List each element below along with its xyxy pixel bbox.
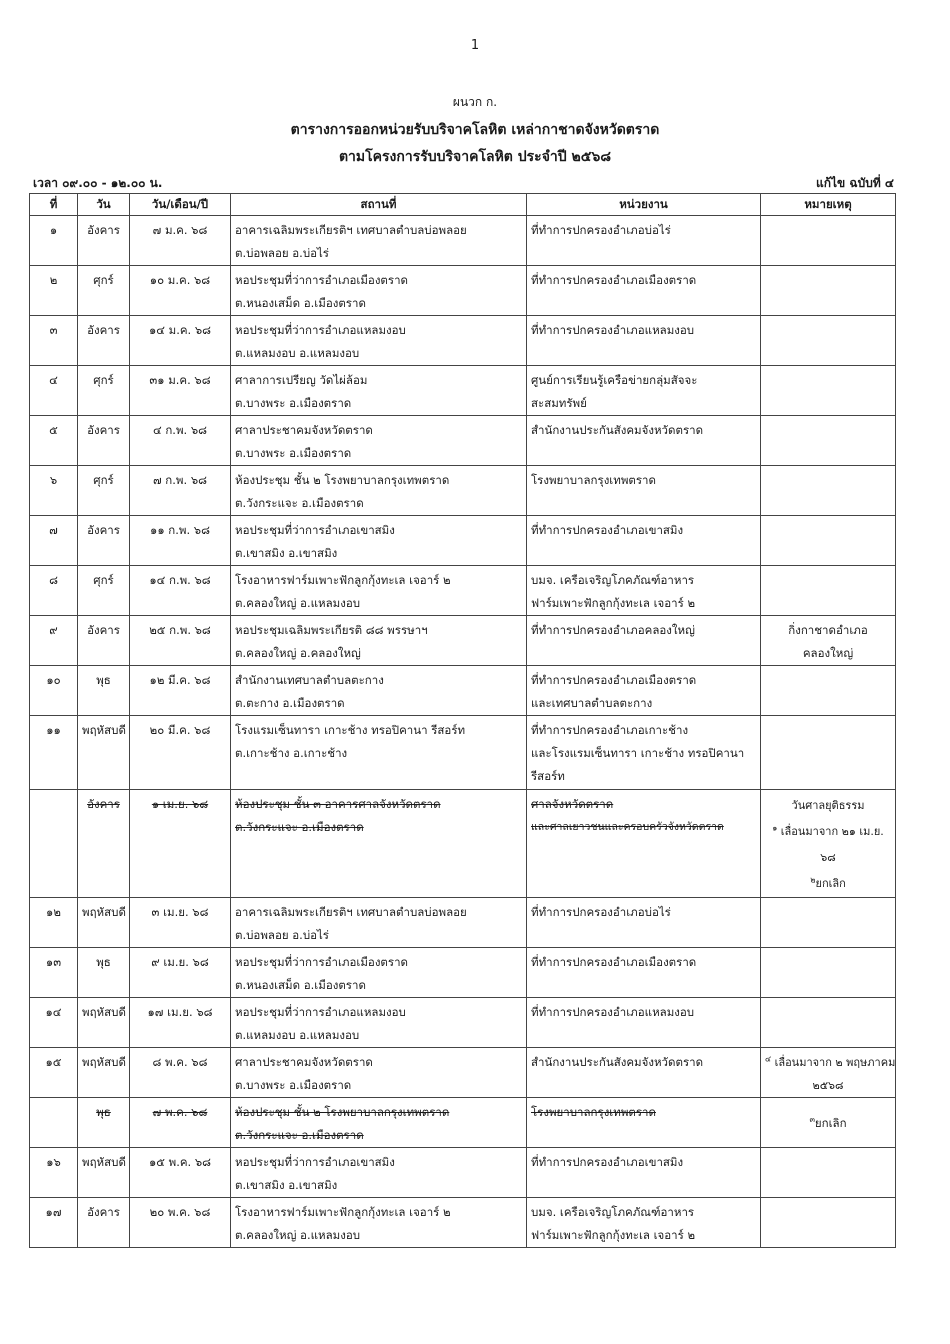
- note-line-3: [765, 871, 891, 897]
- place-line-2: ต.บ่อพลอย อ.บ่อไร่: [235, 246, 329, 260]
- place-line-1: หอประชุมที่ว่าการอำเภอเขาสมิง: [235, 523, 395, 537]
- page-number: 1: [470, 38, 480, 53]
- row-day: ศุกร์: [78, 466, 130, 516]
- note-ref: ๓: [809, 1115, 815, 1125]
- row-day: อังคาร: [78, 1198, 130, 1248]
- place-line-2: ต.คลองใหญ่ อ.แหลมงอบ: [235, 596, 361, 610]
- row-day: อังคาร: [78, 790, 130, 898]
- unit-line-2: สะสมทรัพย์: [531, 396, 587, 410]
- note-line-2: ๒๕๖๘: [812, 1079, 844, 1092]
- table-row: [30, 466, 896, 516]
- place-line-2: ต.คลองใหญ่ อ.แหลมงอบ: [235, 1228, 361, 1242]
- row-date: ๘ พ.ค. ๖๘: [130, 1048, 231, 1098]
- unit-line-1: ที่ทำการปกครองอำเภอเมืองตราด: [531, 673, 697, 687]
- row-date: ๑๕ พ.ค. ๖๘: [130, 1148, 231, 1198]
- cancelled-row: [30, 790, 896, 898]
- unit-line-1: ศาลจังหวัดตราด: [531, 797, 614, 811]
- row-note: กิ่งกาชาดอำเภอคลองใหญ่: [761, 616, 896, 666]
- place-line-1: ห้องประชุม ชั้น ๓ อาคารศาลจังหวัดตราด: [235, 797, 441, 811]
- place-line-1: อาคารเฉลิมพระเกียรติฯ เทศบาลตำบลบ่อพลอย: [235, 223, 467, 237]
- row-place: [231, 1148, 527, 1198]
- row-unit: [527, 266, 761, 316]
- row-unit: [527, 316, 761, 366]
- unit-line-1: บมจ. เครือเจริญโภคภัณฑ์อาหาร: [531, 1205, 695, 1219]
- unit-line-1: สำนักงานประกันสังคมจังหวัดตราด: [531, 423, 704, 437]
- row-no: ๗: [30, 516, 78, 566]
- row-day: ศุกร์: [78, 566, 130, 616]
- header-no: ที่: [30, 194, 78, 216]
- row-place: [231, 948, 527, 998]
- row-date: ๗ ก.พ. ๖๘: [130, 466, 231, 516]
- row-date: ๑๒ มี.ค. ๖๘: [130, 666, 231, 716]
- unit-line-1: ที่ทำการปกครองอำเภอเมืองตราด: [531, 273, 697, 287]
- note-text-1: เลื่อนมาจาก ๒ พฤษภาคม: [774, 1056, 896, 1069]
- place-line-1: หอประชุมที่ว่าการอำเภอเขาสมิง: [235, 1155, 395, 1169]
- table-header-row: [30, 194, 896, 216]
- table-row: [30, 716, 896, 790]
- place-line-2: ต.แหลมงอบ อ.แหลมงอบ: [235, 346, 360, 360]
- place-line-2: ต.บางพระ อ.เมืองตราด: [235, 446, 352, 460]
- note-line-1: วันศาลยุติธรรม: [791, 799, 865, 812]
- row-note: [761, 790, 896, 898]
- table-row: [30, 516, 896, 566]
- note-line-2: [765, 819, 891, 871]
- row-place: [231, 266, 527, 316]
- schedule-table: [29, 193, 896, 1248]
- place-line-2: ต.เขาสมิง อ.เขาสมิง: [235, 1178, 338, 1192]
- row-place: [231, 316, 527, 366]
- place-line-1: โรงอาหารฟาร์มเพาะฟักลูกกุ้งทะเล เจอาร์ ๒: [235, 1205, 451, 1219]
- place-line-1: อาคารเฉลิมพระเกียรติฯ เทศบาลตำบลบ่อพลอย: [235, 905, 467, 919]
- header-day: วัน: [78, 194, 130, 216]
- row-note: [761, 666, 896, 716]
- place-line-1: หอประชุมที่ว่าการอำเภอเมืองตราด: [235, 955, 409, 969]
- row-day: อังคาร: [78, 316, 130, 366]
- place-line-1: ห้องประชุม ชั้น ๒ โรงพยาบาลกรุงเทพตราด: [235, 473, 450, 487]
- row-day: พุธ: [78, 1098, 130, 1148]
- row-no: ๑๔: [30, 998, 78, 1048]
- table-row: [30, 1198, 896, 1248]
- unit-line-1: ที่ทำการปกครองอำเภอคลองใหญ่: [531, 623, 695, 637]
- row-place: [231, 1098, 527, 1148]
- time-range: เวลา ๐๙.๐๐ - ๑๒.๐๐ น.: [33, 176, 163, 190]
- document-subtitle: ตามโครงการรับบริจาคโลหิต ประจำปี ๒๕๖๘: [338, 149, 612, 165]
- unit-line-2: ฟาร์มเพาะฟักลูกกุ้งทะเล เจอาร์ ๒: [531, 1228, 696, 1242]
- row-note: [761, 266, 896, 316]
- row-day: อังคาร: [78, 616, 130, 666]
- row-place: [231, 898, 527, 948]
- row-no: ๑๐: [30, 666, 78, 716]
- table-row: [30, 366, 896, 416]
- row-place: [231, 566, 527, 616]
- row-unit: [527, 1098, 761, 1148]
- table-row: [30, 898, 896, 948]
- table-row: [30, 948, 896, 998]
- row-day: พุธ: [78, 666, 130, 716]
- row-no: ๑๑: [30, 716, 78, 790]
- row-unit: [527, 616, 761, 666]
- row-note: [761, 1098, 896, 1148]
- place-line-1: หอประชุมที่ว่าการอำเภอแหลมงอบ: [235, 1005, 406, 1019]
- place-line-2: ต.วังกระแจะ อ.เมืองตราด: [235, 1128, 364, 1142]
- table-row: [30, 616, 896, 666]
- table-row: [30, 666, 896, 716]
- row-unit: [527, 1048, 761, 1098]
- row-note: [761, 216, 896, 266]
- row-no: ๑๖: [30, 1148, 78, 1198]
- unit-line-1: ที่ทำการปกครองอำเภอเขาสมิง: [531, 523, 684, 537]
- row-unit: [527, 1148, 761, 1198]
- place-line-1: ศาลาประชาคมจังหวัดตราด: [235, 423, 373, 437]
- row-note: [761, 516, 896, 566]
- row-day: พฤหัสบดี: [78, 1048, 130, 1098]
- unit-line-1: ที่ทำการปกครองอำเภอเกาะช้าง: [531, 723, 689, 737]
- row-unit: [527, 366, 761, 416]
- row-unit: [527, 416, 761, 466]
- row-note: [761, 566, 896, 616]
- unit-line-2: และเทศบาลตำบลตะกาง: [531, 696, 653, 710]
- place-line-1: ศาลาประชาคมจังหวัดตราด: [235, 1055, 373, 1069]
- unit-line-1: ที่ทำการปกครองอำเภอแหลมงอบ: [531, 323, 695, 337]
- table-row: [30, 316, 896, 366]
- table-row: [30, 416, 896, 466]
- row-date: ๑๔ ก.พ. ๖๘: [130, 566, 231, 616]
- place-line-2: ต.บางพระ อ.เมืองตราด: [235, 1078, 352, 1092]
- row-note: [761, 416, 896, 466]
- header-date: วัน/เดือน/ปี: [130, 194, 231, 216]
- row-date: ๑๗ เม.ย. ๖๘: [130, 998, 231, 1048]
- row-date: ๑๐ ม.ค. ๖๘: [130, 266, 231, 316]
- place-line-2: ต.วังกระแจะ อ.เมืองตราด: [235, 820, 364, 834]
- place-line-2: ต.วังกระแจะ อ.เมืองตราด: [235, 496, 364, 510]
- row-note: [761, 1148, 896, 1198]
- row-place: [231, 416, 527, 466]
- table-row: [30, 1048, 896, 1098]
- annex-label: ผนวก ก.: [452, 95, 498, 109]
- row-note: [761, 1048, 896, 1098]
- unit-line-1: ที่ทำการปกครองอำเภอบ่อไร่: [531, 905, 671, 919]
- row-no: [30, 790, 78, 898]
- document-title: ตารางการออกหน่วยรับบริจาคโลหิต เหล่ากาชาดจังหวัดตราด: [290, 122, 660, 138]
- row-date: ๒๕ ก.พ. ๖๘: [130, 616, 231, 666]
- table-row: [30, 266, 896, 316]
- table-row: [30, 566, 896, 616]
- place-line-2: ต.บางพระ อ.เมืองตราด: [235, 396, 352, 410]
- place-line-2: ต.แหลมงอบ อ.แหลมงอบ: [235, 1028, 360, 1042]
- place-line-1: หอประชุมเฉลิมพระเกียรติ ๘๘ พรรษาฯ: [235, 623, 428, 637]
- row-no: ๔: [30, 366, 78, 416]
- row-unit: [527, 716, 761, 790]
- unit-line-2: และโรงแรมเซ็นทารา เกาะช้าง ทรอปิคานา: [531, 746, 745, 760]
- place-line-2: ต.หนองเสม็ด อ.เมืองตราด: [235, 978, 366, 992]
- row-day: พฤหัสบดี: [78, 1148, 130, 1198]
- row-date: ๑ เม.ย. ๖๘: [130, 790, 231, 898]
- row-unit: [527, 790, 761, 898]
- row-place: [231, 616, 527, 666]
- row-day: พุธ: [78, 948, 130, 998]
- row-note: [761, 998, 896, 1048]
- row-date: ๒๐ พ.ค. ๖๘: [130, 1198, 231, 1248]
- unit-line-1: โรงพยาบาลกรุงเทพตราด: [531, 1105, 656, 1119]
- row-no: ๑๒: [30, 898, 78, 948]
- row-unit: [527, 948, 761, 998]
- row-date: ๓๑ ม.ค. ๖๘: [130, 366, 231, 416]
- note-ref-1: ๑: [772, 823, 778, 833]
- cancelled-row: [30, 1098, 896, 1148]
- row-place: [231, 998, 527, 1048]
- place-line-1: หอประชุมที่ว่าการอำเภอแหลมงอบ: [235, 323, 406, 337]
- table-row: [30, 216, 896, 266]
- place-line-1: หอประชุมที่ว่าการอำเภอเมืองตราด: [235, 273, 409, 287]
- unit-line-1: ศูนย์การเรียนรู้เครือข่ายกลุ่มสัจจะ: [531, 373, 698, 387]
- unit-line-1: ที่ทำการปกครองอำเภอบ่อไร่: [531, 223, 671, 237]
- row-day: อังคาร: [78, 516, 130, 566]
- row-no: ๑๓: [30, 948, 78, 998]
- unit-line-1: บมจ. เครือเจริญโภคภัณฑ์อาหาร: [531, 573, 695, 587]
- note-text: ยกเลิก: [814, 1116, 847, 1130]
- row-no: ๑๕: [30, 1048, 78, 1098]
- row-note: [761, 948, 896, 998]
- unit-line-1: สำนักงานประกันสังคมจังหวัดตราด: [531, 1055, 704, 1069]
- row-place: [231, 1048, 527, 1098]
- row-note: [761, 898, 896, 948]
- row-day: พฤหัสบดี: [78, 998, 130, 1048]
- row-date: ๑๔ ม.ค. ๖๘: [130, 316, 231, 366]
- place-line-2: ต.เกาะช้าง อ.เกาะช้าง: [235, 746, 348, 760]
- row-unit: [527, 566, 761, 616]
- unit-line-1: ที่ทำการปกครองอำเภอเขาสมิง: [531, 1155, 684, 1169]
- row-day: ศุกร์: [78, 366, 130, 416]
- note-line-1: [765, 1051, 896, 1074]
- row-place: [231, 790, 527, 898]
- place-line-2: ต.บ่อพลอย อ.บ่อไร่: [235, 928, 329, 942]
- row-note: [761, 716, 896, 790]
- row-place: [231, 216, 527, 266]
- place-line-1: ห้องประชุม ชั้น ๒ โรงพยาบาลกรุงเทพตราด: [235, 1105, 450, 1119]
- row-no: ๒: [30, 266, 78, 316]
- place-line-1: ศาลาการเปรียญ วัดไผ่ล้อม: [235, 373, 368, 387]
- place-line-1: สำนักงานเทศบาลตำบลตะกาง: [235, 673, 384, 687]
- unit-line-2: ฟาร์มเพาะฟักลูกกุ้งทะเล เจอาร์ ๒: [531, 596, 696, 610]
- row-unit: [527, 998, 761, 1048]
- header-note: หมายเหตุ: [761, 194, 896, 216]
- row-place: [231, 466, 527, 516]
- row-day: อังคาร: [78, 416, 130, 466]
- row-note: [761, 316, 896, 366]
- row-place: [231, 716, 527, 790]
- row-place: [231, 516, 527, 566]
- row-note: [761, 466, 896, 516]
- unit-line-1: ที่ทำการปกครองอำเภอเมืองตราด: [531, 955, 697, 969]
- place-line-2: ต.คลองใหญ่ อ.คลองใหญ่: [235, 646, 361, 660]
- note-text-3: ยกเลิก: [815, 877, 846, 890]
- place-line-1: โรงแรมเซ็นทารา เกาะช้าง ทรอปิคานา รีสอร์ท: [235, 723, 466, 737]
- unit-line-3: รีสอร์ท: [531, 769, 565, 783]
- row-no: ๕: [30, 416, 78, 466]
- row-place: [231, 666, 527, 716]
- place-line-2: ต.หนองเสม็ด อ.เมืองตราด: [235, 296, 366, 310]
- row-unit: [527, 1198, 761, 1248]
- row-date: ๗ ม.ค. ๖๘: [130, 216, 231, 266]
- row-date: ๙ เม.ย. ๖๘: [130, 948, 231, 998]
- row-date: ๓ เม.ย. ๖๘: [130, 898, 231, 948]
- table-row: [30, 1148, 896, 1198]
- row-unit: [527, 516, 761, 566]
- row-day: พฤหัสบดี: [78, 716, 130, 790]
- row-note: [761, 1198, 896, 1248]
- row-unit: [527, 466, 761, 516]
- revision-label: แก้ไข ฉบับที่ ๔: [816, 176, 894, 190]
- row-unit: [527, 216, 761, 266]
- row-day: พฤหัสบดี: [78, 898, 130, 948]
- row-no: ๙: [30, 616, 78, 666]
- place-line-1: โรงอาหารฟาร์มเพาะฟักลูกกุ้งทะเล เจอาร์ ๒: [235, 573, 451, 587]
- row-day: ศุกร์: [78, 266, 130, 316]
- row-place: [231, 1198, 527, 1248]
- row-note: [761, 366, 896, 416]
- note-text-2: เลื่อนมาจาก ๒๑ เม.ย. ๖๘: [780, 825, 884, 864]
- note-ref-2: ๒: [810, 875, 816, 885]
- row-no: ๖: [30, 466, 78, 516]
- row-date: ๒๐ มี.ค. ๖๘: [130, 716, 231, 790]
- row-no: ๘: [30, 566, 78, 616]
- row-no: ๑: [30, 216, 78, 266]
- unit-line-2: และศาลเยาวชนและครอบครัวจังหวัดตราด: [531, 821, 724, 833]
- row-no: ๓: [30, 316, 78, 366]
- row-no: [30, 1098, 78, 1148]
- row-unit: [527, 666, 761, 716]
- row-date: ๗ พ.ค. ๖๘: [130, 1098, 231, 1148]
- note-ref: ๔: [765, 1054, 772, 1064]
- table-row: [30, 998, 896, 1048]
- header-unit: หน่วยงาน: [527, 194, 761, 216]
- row-date: ๑๑ ก.พ. ๖๘: [130, 516, 231, 566]
- unit-line-1: โรงพยาบาลกรุงเทพตราด: [531, 473, 656, 487]
- row-date: ๔ ก.พ. ๖๘: [130, 416, 231, 466]
- unit-line-1: ที่ทำการปกครองอำเภอแหลมงอบ: [531, 1005, 695, 1019]
- place-line-2: ต.เขาสมิง อ.เขาสมิง: [235, 546, 338, 560]
- row-day: อังคาร: [78, 216, 130, 266]
- row-unit: [527, 898, 761, 948]
- header-place: สถานที่: [231, 194, 527, 216]
- row-no: ๑๗: [30, 1198, 78, 1248]
- row-place: [231, 366, 527, 416]
- place-line-2: ต.ตะกาง อ.เมืองตราด: [235, 696, 345, 710]
